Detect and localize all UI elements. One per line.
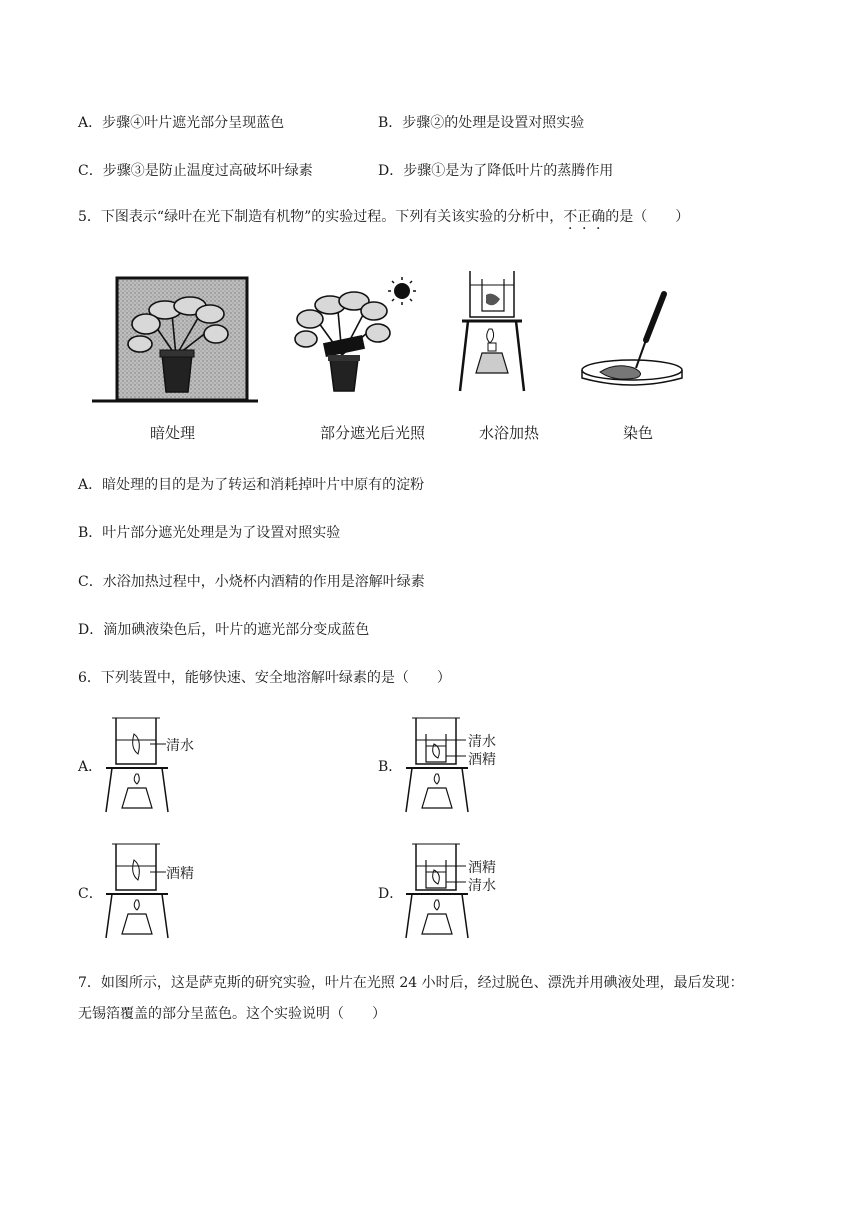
q6-option-a-letter: A． (78, 759, 103, 775)
caption-staining: 染色 (623, 424, 654, 442)
pointer-line-a (150, 742, 166, 746)
apparatus-a-illustration (106, 714, 168, 814)
apparatus-c-illustration (106, 840, 168, 940)
q5-stem-after: 的是（ ） (605, 209, 690, 225)
q5-stem-before: 5．下图表示“绿叶在光下制造有机物”的实验过程。下列有关该实验的分析中， (78, 209, 564, 225)
q5-option-a: A．暗处理的目的是为了转运和消耗掉叶片中原有的淀粉 (78, 477, 425, 493)
q6-a-label-1: 清水 (166, 738, 194, 754)
q5-option-c: C．水浴加热过程中，小烧杯内酒精的作用是溶解叶绿素 (78, 574, 425, 590)
caption-dark-treatment: 暗处理 (150, 424, 196, 442)
q6-c-label-1: 酒精 (166, 866, 194, 882)
q6-option-c-letter: C． (78, 886, 103, 902)
q6-d-label-2: 清水 (468, 878, 496, 894)
pointer-line-c (150, 870, 166, 874)
q4-option-a: A．步骤④叶片遮光部分呈现蓝色 (78, 115, 285, 131)
water-bath-illustration (456, 265, 528, 395)
q6-b-label-1: 清水 (468, 734, 496, 750)
q4-option-b: B．步骤②的处理是设置对照实验 (378, 115, 585, 131)
q6-option-b-letter: B． (378, 759, 403, 775)
partial-shading-illustration (290, 275, 420, 395)
q5-option-b: B．叶片部分遮光处理是为了设置对照实验 (78, 525, 341, 541)
q5-option-d: D．滴加碘液染色后，叶片的遮光部分变成蓝色 (78, 622, 370, 638)
sun-icon (388, 277, 416, 305)
apparatus-d-illustration (406, 840, 468, 940)
q6-d-label-1: 酒精 (468, 860, 496, 876)
q5-emph-3: 确 (591, 209, 606, 225)
q4-option-c: C．步骤③是防止温度过高破坏叶绿素 (78, 163, 313, 179)
q5-emph-1: 不 (563, 209, 578, 225)
q7-stem-line-2: 无锡箔覆盖的部分呈蓝色。这个实验说明（ ） (78, 1006, 386, 1022)
q6-stem: 6．下列装置中，能够快速、安全地溶解叶绿素的是（ ） (78, 670, 451, 686)
q7-stem-line-1: 7．如图所示，这是萨克斯的研究实验，叶片在光照 24 小时后，经过脱色、漂洗并用碘液处理，最后发现： (78, 975, 744, 991)
q6-b-label-2: 酒精 (468, 752, 496, 768)
q5-emph-2: 正 (577, 209, 592, 225)
dark-treatment-illustration (90, 272, 260, 407)
pointer-lines-b (446, 736, 466, 760)
caption-water-bath: 水浴加热 (479, 424, 540, 442)
q5-stem (78, 206, 689, 226)
q6-option-d-letter: D． (378, 886, 404, 902)
caption-partial-shading: 部分遮光后光照 (320, 424, 426, 442)
apparatus-b-illustration (406, 714, 468, 814)
q4-option-d: D．步骤①是为了降低叶片的蒸腾作用 (378, 163, 614, 179)
staining-illustration (576, 292, 688, 388)
pointer-lines-d (446, 862, 466, 886)
